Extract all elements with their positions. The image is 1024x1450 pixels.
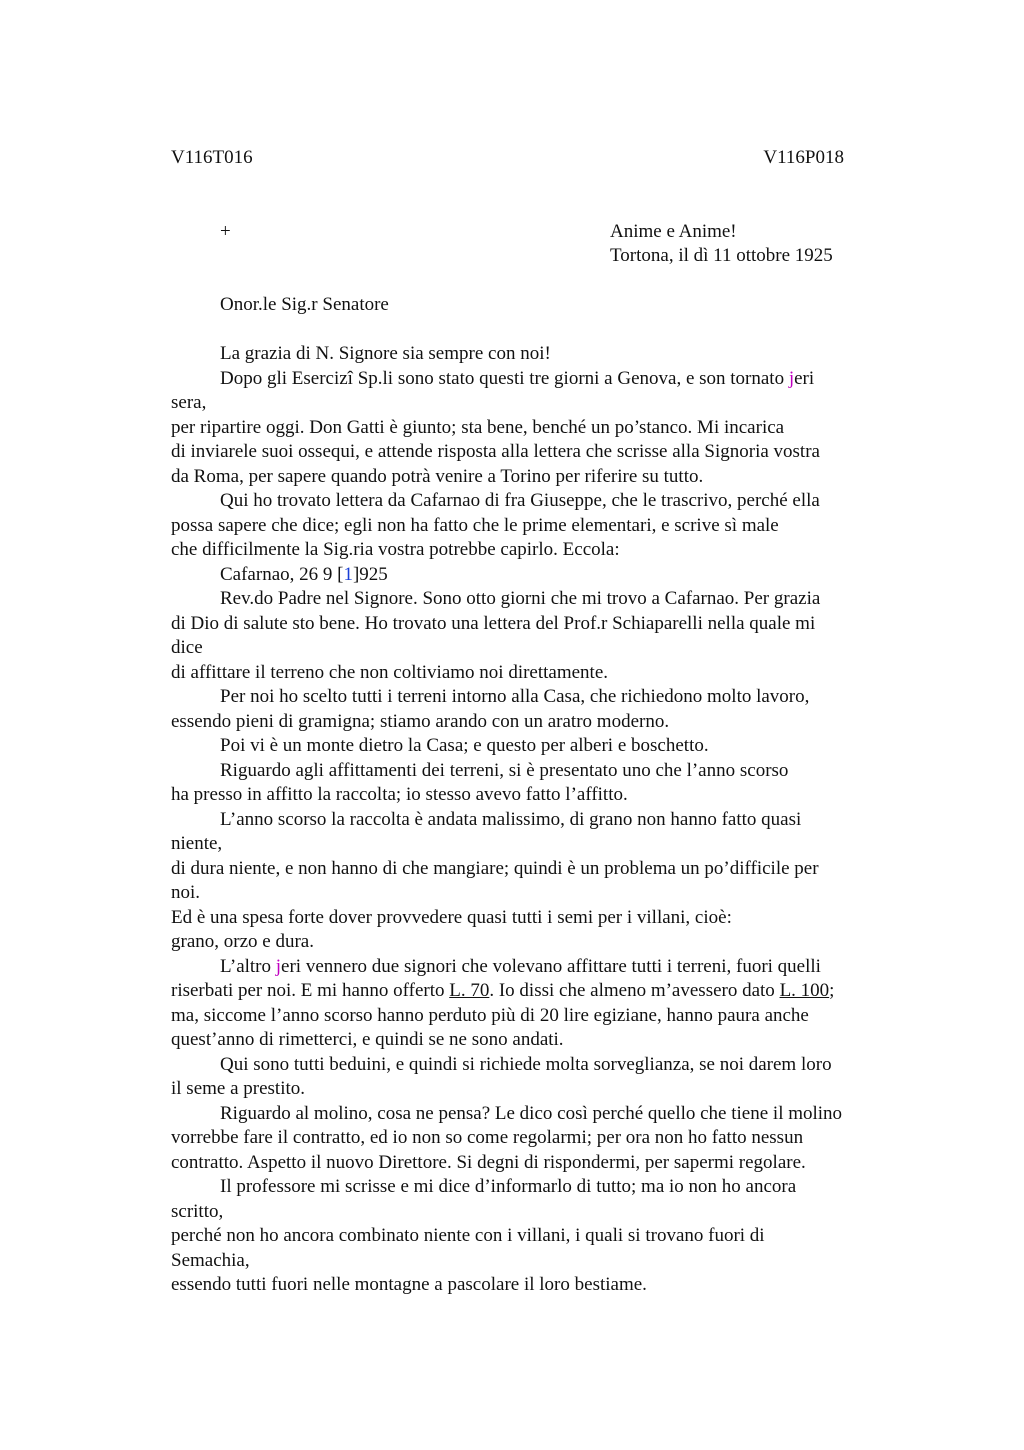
header-right-code: V116P018 <box>763 147 844 168</box>
line: grano, orzo e dura. <box>171 931 314 952</box>
line: Riguardo agli affittamenti dei terreni, si è presentato uno che l’anno scorso <box>220 759 789 781</box>
text-run: riserbati per noi. E mi hanno offerto <box>171 980 450 1001</box>
editorial-insertion: 1 <box>343 563 353 585</box>
letter-body <box>171 342 901 1298</box>
line: di inviarele suoi ossequi, e attende risposta alla lettera che scrisse alla Signoria vostra <box>171 441 820 462</box>
line: per ripartire oggi. Don Gatti è giunto; sta bene, benché un po’stanco. Mi incarica <box>171 416 785 438</box>
line <box>171 979 901 1004</box>
line: ha presso in affitto la raccolta; io stesso avevo fatto l’affitto. <box>171 784 628 805</box>
line: vorrebbe fare il contratto, ed io non so come regolarmi; per ora non ho fatto nessun <box>171 1127 804 1148</box>
place-date: Tortona, il dì 11 ottobre 1925 <box>610 245 833 266</box>
highlighted-letter: j <box>788 367 795 389</box>
line: di affittare il terreno che non coltiviamo noi direttamente. <box>171 661 609 683</box>
line: Riguardo al molino, cosa ne pensa? Le dico così perché quello che tiene il molino <box>220 1102 843 1124</box>
underlined-amount: L. 70 <box>449 980 490 1001</box>
line: scritto, <box>171 1200 224 1222</box>
line: Semachia, <box>171 1249 250 1271</box>
text-run: Dopo gli Esercizî Sp.li sono stato questi tre giorni a Genova, e son tornato <box>220 367 789 389</box>
line: da Roma, per sapere quando potrà venire a Torino per riferire su tutto. <box>171 465 704 487</box>
line: di dura niente, e non hanno di che mangiare; quindi è un problema un po’difficile per <box>171 857 819 879</box>
line: La grazia di N. Signore sia sempre con noi! <box>220 343 551 364</box>
text-run: L’altro <box>220 955 276 977</box>
text-run: eri <box>794 367 815 389</box>
line: Il professore mi scrisse e mi dice d’informarlo di tutto; ma io non ho ancora <box>220 1176 797 1197</box>
line: noi. <box>171 882 201 903</box>
line: che difficilmente la Sig.ria vostra potrebbe capirlo. Eccola: <box>171 539 620 560</box>
line: sera, <box>171 392 207 413</box>
highlighted-letter: j <box>275 955 282 977</box>
line: Qui ho trovato lettera da Cafarnao di fra Giuseppe, che le trascrivo, perché ella <box>220 490 820 511</box>
text-run: ]925 <box>352 563 388 585</box>
line: dice <box>171 637 203 658</box>
text-run: eri vennero due signori che volevano affittare tutti i terreni, fuori quelli <box>281 955 821 977</box>
line <box>171 367 901 392</box>
line: di Dio di salute sto bene. Ho trovato una lettera del Prof.r Schiaparelli nella quale mi <box>171 612 816 634</box>
text-run: ; <box>829 980 835 1001</box>
cross-symbol: + <box>220 221 231 242</box>
line: L’anno scorso la raccolta è andata malissimo, di grano non hanno fatto quasi <box>220 808 802 830</box>
line <box>171 955 901 980</box>
text-run: . Io dissi che almeno m’avessero dato <box>489 980 780 1001</box>
header-left-code: V116T016 <box>171 147 253 168</box>
line: niente, <box>171 833 223 854</box>
motto: Anime e Anime! <box>610 221 737 242</box>
line: possa sapere che dice; egli non ha fatto che le prime elementari, e scrive sì male <box>171 514 779 536</box>
underlined-amount: L. 100 <box>779 980 830 1001</box>
line: Per noi ho scelto tutti i terreni intorno alla Casa, che richiedono molto lavoro, <box>220 686 810 707</box>
line: Rev.do Padre nel Signore. Sono otto giorni che mi trovo a Cafarnao. Per grazia <box>220 588 821 609</box>
line: Poi vi è un monte dietro la Casa; e questo per alberi e boschetto. <box>220 735 709 756</box>
line: essendo pieni di gramigna; stiamo arando con un aratro moderno. <box>171 710 670 732</box>
line <box>171 563 901 588</box>
line: perché non ho ancora combinato niente con i villani, i quali si trovano fuori di <box>171 1225 765 1246</box>
line: essendo tutti fuori nelle montagne a pascolare il loro bestiame. <box>171 1274 647 1295</box>
line: contratto. Aspetto il nuovo Direttore. Si degni di rispondermi, per sapermi regolare. <box>171 1151 806 1173</box>
line: Ed è una spesa forte dover provvedere quasi tutti i semi per i villani, cioè: <box>171 906 732 928</box>
salutation: Onor.le Sig.r Senatore <box>220 294 389 315</box>
line: ma, siccome l’anno scorso hanno perduto più di 20 lire egiziane, hanno paura anche <box>171 1004 809 1026</box>
text-run: Cafarnao, 26 9 [ <box>220 563 344 585</box>
line: quest’anno di rimetterci, e quindi se ne sono andati. <box>171 1029 564 1050</box>
line: Qui sono tutti beduini, e quindi si richiede molta sorveglianza, se noi darem loro <box>220 1053 832 1075</box>
line: il seme a prestito. <box>171 1078 306 1099</box>
